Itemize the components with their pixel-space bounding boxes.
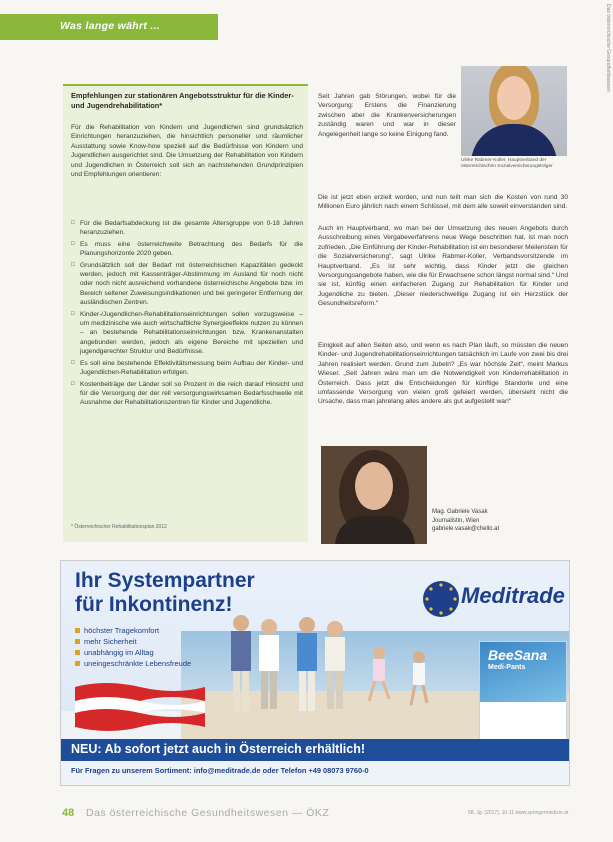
footer-issue-info: 58. Jg. (2017), 10-11 www.springermedizin.at: [468, 810, 569, 816]
product-subtitle: Medi-Pants: [488, 664, 526, 671]
article-paragraph-3: Auch im Hauptverband, wo man bei der Umsetzung des neuen Angebots durch Ausschreibung eines Vergabeverfahrens neue Wege beschritten hat, ist man noch zufrieden. „Die Einführung der Kinder-Rehabilitation ist ein besonderer Meilenstein für die Sozialversicherung“, sagt Ulrike Rabmer-Koller, Verbandsvorsitzende im Hauptverband. „Es ist sehr wichtig, dass Kinder jetzt die gleichen Versorgungsangebote haben, wie die für Erwachsene schon längst normal sind.“ Und sie ist, künftig einen einfacheren Zugang zur Rehabilitation für Kinder und Jugendliche zu bieten. „Dieser niederschwellige Zugang ist ein Herzstück der Gesundheitsreform.“: [318, 225, 568, 308]
family-beach-illustration: [211, 601, 381, 741]
ad-banner: [61, 739, 569, 761]
product-name: BeeSana: [488, 647, 548, 663]
portrait-caption: Ulrike Rabmer-Koller, Hauptverband der österreichischen Sozialversicherungsträger: [461, 158, 553, 169]
list-item: höchster Tragekomfort: [75, 625, 191, 636]
portrait-photo-rabmer-koller: [461, 66, 567, 156]
sidebar-text: Das österreichische Gesundheitswesen: [605, 4, 611, 92]
list-item: □ Es soll eine bestehende Effektivitätsmessung beim Aufbau der Kinder- und Jugendlichen-Rehabilitation erfolgen.: [71, 359, 303, 378]
section-tab: [0, 14, 218, 40]
ad-headline-line1: Ihr Systempartner: [75, 569, 255, 592]
author-email: gabriele.vasak@chello.at: [432, 526, 500, 532]
author-role: Journalistin, Wien: [432, 517, 480, 524]
author-block: [432, 508, 568, 534]
article-paragraph-1: Seit Jahren gab Störungen, wobei für die Versorgung: Erstens die Finanzierung zwischen aber die Krankenversicherungen zuständig waren und war in dieser Angelegenheit lange so keine Einigung fand.: [318, 93, 456, 138]
ad-banner-text: NEU: Ab sofort jetzt auch in Österreich erhältlich!: [71, 742, 366, 756]
list-item: □ Kostenbeiträge der Länder soll so Prozent in die reich darauf Hinsicht und für die Versorgung der der rell versorgungswirksamen Bedarfsschwelle mit Ausnahme der Rehabilitationszentren für Kinder und Jugendliche.: [71, 380, 303, 408]
info-box-bullets: [71, 219, 303, 410]
list-item: □ Grundsätzlich soll der Bedarf mit österreichischen Kapazitäten gedeckt werden, jedoch mit Kassenträger-Abstimmung im Ausland für noch nicht oder noch nicht ausreichend vorhandene österreichische Angebote bzw. im Bereich seltener Zuweisungsindikationen und bei geringerer Entfernung der ausländischen Zentren.: [71, 261, 303, 308]
page-number: 48: [62, 807, 75, 819]
author-photo: [321, 446, 427, 544]
ad-feature-list: [75, 625, 191, 669]
article-paragraph-2: Die ist jetzt eben erzielt worden, und nun teilt man sich die Kosten von rund 30 Millionen Euro jährlich nach einem Schlüssel, mit dem alle soweit einverstanden sind.: [318, 194, 568, 211]
section-tab-label: Was lange währt ...: [60, 20, 161, 32]
list-item: mehr Sicherheit: [75, 636, 191, 647]
info-box-footnote: * Österreichischer Rehabilitationsplan 2012: [71, 524, 167, 530]
info-box-intro: Für die Rehabilitation von Kindern und Jugendlichen sind grundsätzlich Einrichtungen heranzuziehen, die hinsichtlich personeller und räumlicher Ausstattung sowie Know-how speziell auf die Bedürfnisse von Kindern und Jugendlichen ausgerichtet sind. Die Umsetzung der Rehabilitation von Kindern und Jugendlichen in Österreich soll sich an nachstehenden Grundprinzipien und Empfehlungen orientieren:: [71, 124, 303, 179]
ad-contact-line[interactable]: Für Fragen zu unserem Sortiment: info@meditrade.de oder Telefon +49 08073 9760-0: [71, 766, 369, 775]
magazine-title: Das österreichische Gesundheitswesen — ÖKZ: [86, 807, 330, 819]
list-item: uneingeschränkte Lebensfreude: [75, 658, 191, 669]
author-name: Mag. Gabriele Vasak: [432, 509, 488, 515]
list-item: unabhängig im Alltag: [75, 647, 191, 658]
ad-brand-name: Meditrade: [461, 583, 565, 608]
product-package: [479, 641, 567, 753]
article-paragraph-4: Einigkeit auf allen Seiten also, und wenn es nach Plan läuft, so müssten die neuen Kinder- und Jugendrehabilitationseinrichtungen tatsächlich im Laufe von zwei bis drei Jahren realisiert werden. Grund zum Jubeln? „Es war höchste Zeit“, meint Markus Wieser. „Seit Jahren wäre man um die Notwendigkeit von Kinderrehabilitation in Österreich. Dass jetzt die Entscheidungen für künftige Standorte und eine umfassende Versorgung von vielen groß gefeiert werden, übersieht nicht die Ursache, dass man jahrelang alles andere als gut aufgestellt war!“: [318, 342, 568, 406]
meditrade-advertisement[interactable]: [60, 560, 570, 786]
children-running-illustration: [361, 641, 441, 711]
list-item: □ Für die Bedarfsabdeckung ist die gesamte Altersgruppe von 0-18 Jahren heranzuziehen.: [71, 219, 303, 238]
list-item: □ Es muss eine österreichweite Betrachtung des Bedarfs für die Planungshorizonte 2020 geben.: [71, 240, 303, 259]
austria-flag-icon: [75, 679, 205, 731]
ad-headline-line2: für Inkontinenz!: [75, 593, 233, 616]
info-box-title: Empfehlungen zur stationären Angebotsstruktur für die Kinder- und Jugendrehabilitation*: [71, 91, 294, 110]
list-item: □ Kinder-/Jugendlichen-Rehabilitationseinrichtungen sollen vorzugsweise – um medizinische wie auch wirtschaftliche Synergieeffekte nutzen zu können – an bestehende Rehabilitationseinrichtungen bzw. Krankenanstalten angebunden werden, jedoch als eigene Bereiche mit speziellen und jugendgerechter Struktur und Bedürfnisse.: [71, 310, 303, 357]
